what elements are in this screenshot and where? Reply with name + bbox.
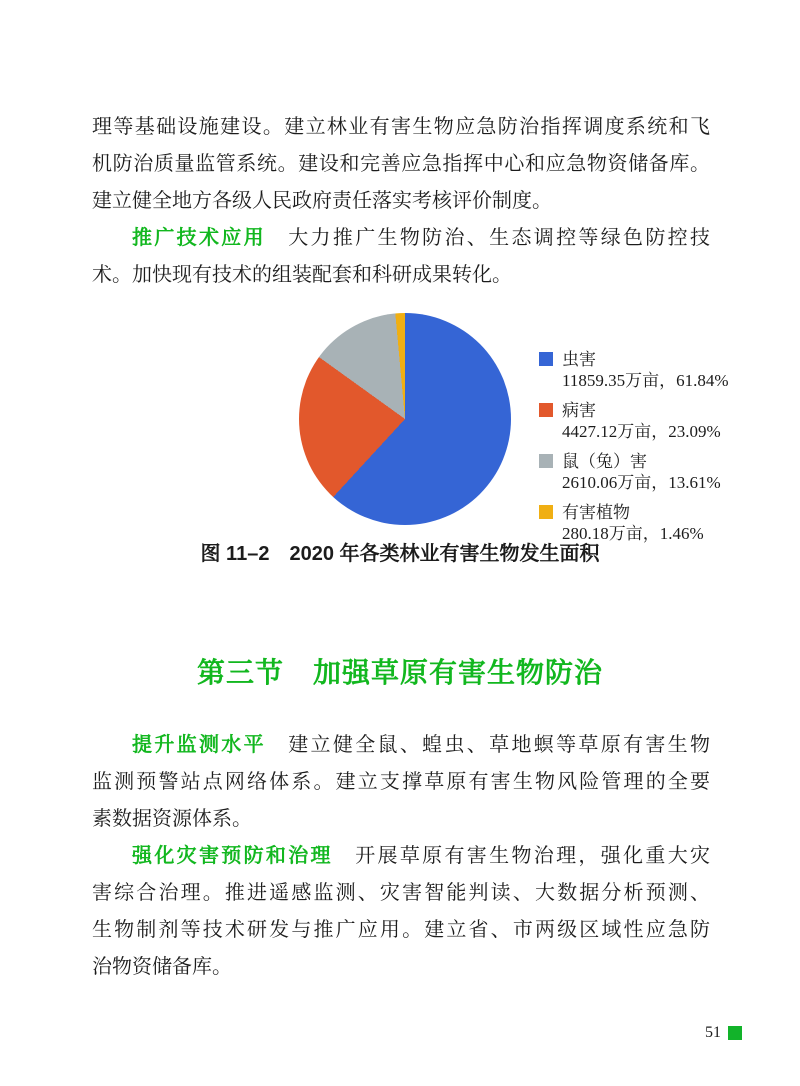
paragraph [92, 727, 710, 838]
figure-caption: 图 11–2 2020 年各类林业有害生物发生面积 [200, 543, 600, 565]
text-run: 建立健全鼠、蝗虫、草地螟等草原有害生物 [285, 734, 711, 756]
page-number-marker [728, 1026, 742, 1040]
section-heading: 第三节 加强草原有害生物防治 [196, 657, 603, 688]
legend-item [539, 451, 729, 493]
text-line [92, 220, 710, 257]
body-text-bottom [92, 727, 710, 986]
paragraph [92, 109, 710, 220]
legend-label: 鼠（兔）害 [562, 452, 647, 471]
legend-item [539, 400, 729, 442]
page-footer [705, 1024, 742, 1042]
legend-swatch [539, 352, 553, 366]
legend-value: 2610.06万亩，13.61% [562, 473, 721, 492]
legend-item [539, 349, 729, 391]
paragraph-lead-label: 推广技术应用 [132, 227, 266, 249]
paragraph-lead-label: 强化灾害预防和治理 [132, 845, 333, 867]
text-line: 术。加快现有技术的组装配套和科研成果转化。 [92, 264, 512, 286]
text-line: 建立健全地方各级人民政府责任落实考核评价制度。 [92, 190, 552, 212]
text-line: 素数据资源体系。 [92, 808, 252, 830]
pie-chart [299, 313, 511, 525]
legend-value: 4427.12万亩，23.09% [562, 422, 721, 441]
chart-legend [539, 349, 729, 553]
text-line [92, 838, 710, 875]
body-text-top [92, 109, 710, 294]
text-line: 监测预警站点网络体系。建立支撑草原有害生物风险管理的全要 [92, 771, 710, 793]
legend-label: 有害植物 [562, 503, 630, 522]
legend-value: 11859.35万亩，61.84% [562, 371, 729, 390]
text-run: 大力推广生物防治、生态调控等绿色防控技 [285, 227, 711, 249]
legend-swatch [539, 505, 553, 519]
legend-label: 病害 [562, 401, 596, 420]
page-number: 51 [705, 1024, 721, 1041]
text-run: 开展草原有害生物治理，强化重大灾 [352, 845, 711, 867]
text-line: 害综合治理。推进遥感监测、灾害智能判读、大数据分析预测、 [92, 882, 710, 904]
text-line: 治物资储备库。 [92, 956, 232, 978]
paragraph [92, 220, 710, 294]
legend-value: 280.18万亩，1.46% [562, 524, 704, 543]
legend-swatch [539, 454, 553, 468]
text-line: 机防治质量监管系统。建设和完善应急指挥中心和应急物资储备库。 [92, 153, 710, 175]
paragraph [92, 838, 710, 986]
text-line: 生物制剂等技术研发与推广应用。建立省、市两级区域性应急防 [92, 919, 710, 941]
legend-label: 虫害 [562, 350, 596, 369]
paragraph-lead-label: 提升监测水平 [132, 734, 266, 756]
legend-swatch [539, 403, 553, 417]
text-line: 理等基础设施建设。建立林业有害生物应急防治指挥调度系统和飞 [92, 116, 710, 138]
text-line [92, 727, 710, 764]
